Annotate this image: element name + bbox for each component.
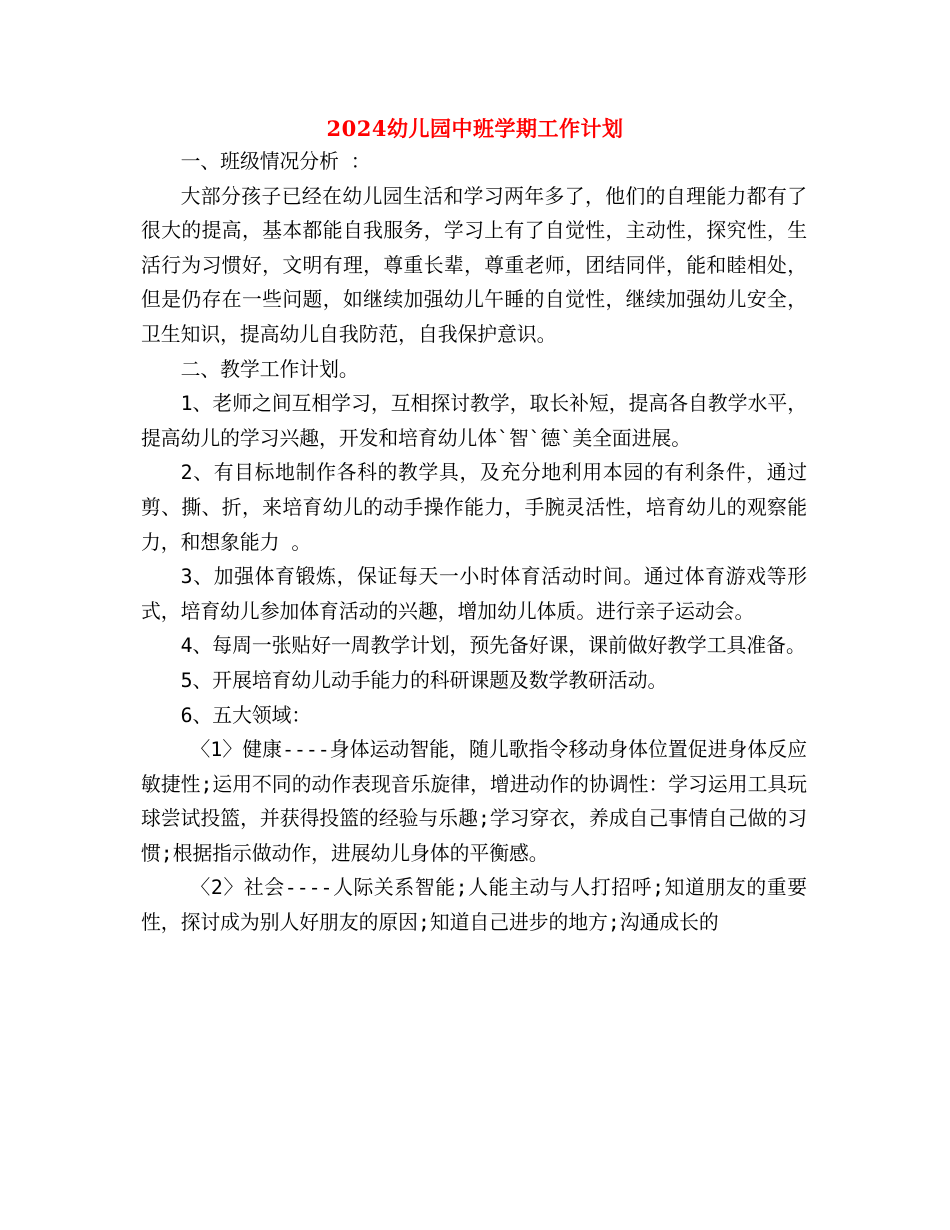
- plan-item-3: 3、加强体育锻炼，保证每天一小时体育活动时间。通过体育游戏等形式，培育幼儿参加体育活动的兴趣，增加幼儿体质。进行亲子运动会。: [141, 565, 807, 623]
- document-body: [141, 145, 807, 941]
- plan-item-4: 4、每周一张贴好一周教学计划，预先备好课，课前做好教学工具准备。: [180, 634, 806, 658]
- domain-item-health: 〈1〉健康----身体运动智能，随儿歌指令移动身体位置促进身体反应敏捷性;运用不同的动作表现音乐旋律，增进动作的协调性：学习运用工具玩球尝试投篮，并获得投篮的经验与乐趣;学习穿衣，养成自己事情自己做的习惯;根据指示做动作，进展幼儿身体的平衡感。: [141, 738, 807, 865]
- section-heading-teaching-plan: 二、教学工作计划。: [180, 357, 359, 381]
- plan-item-1: 1、老师之间互相学习，互相探讨教学，取长补短，提高各自教学水平，提高幼儿的学习兴趣，开发和培育幼儿体`智`德`美全面进展。: [141, 392, 807, 450]
- section-heading-class-analysis: 一、班级情况分析 ：: [180, 150, 371, 173]
- domain-item-social: 〈2〉社会----人际关系智能;人能主动与人打招呼;知道朋友的重要性，探讨成为别人好朋友的原因;知道自己进步的地方;沟通成长的: [141, 876, 807, 935]
- plan-item-5: 5、开展培育幼儿动手能力的科研课题及数学教研活动。: [180, 668, 668, 692]
- plan-item-6: 6、五大领域：: [180, 703, 312, 727]
- document-title: 2024幼儿园中班学期工作计划: [326, 116, 624, 141]
- plan-item-2: 2、有目标地制作各科的教学具，及充分地利用本园的有利条件，通过剪、撕、折，来培育幼儿的动手操作能力，手腕灵活性，培育幼儿的观察能力，和想象能力 。: [141, 461, 807, 554]
- paragraph-class-analysis: 大部分孩子已经在幼儿园生活和学习两年多了，他们的自理能力都有了很大的提高，基本都能自我服务，学习上有了自觉性，主动性，探究性，生活行为习惯好，文明有理，尊重长辈，尊重老师，团结同伴，能和睦相处，但是仍存在一些问题，如继续加强幼儿午睡的自觉性，继续加强幼儿安全，卫生知识，提高幼儿自我防范，自我保护意识。: [141, 184, 807, 346]
